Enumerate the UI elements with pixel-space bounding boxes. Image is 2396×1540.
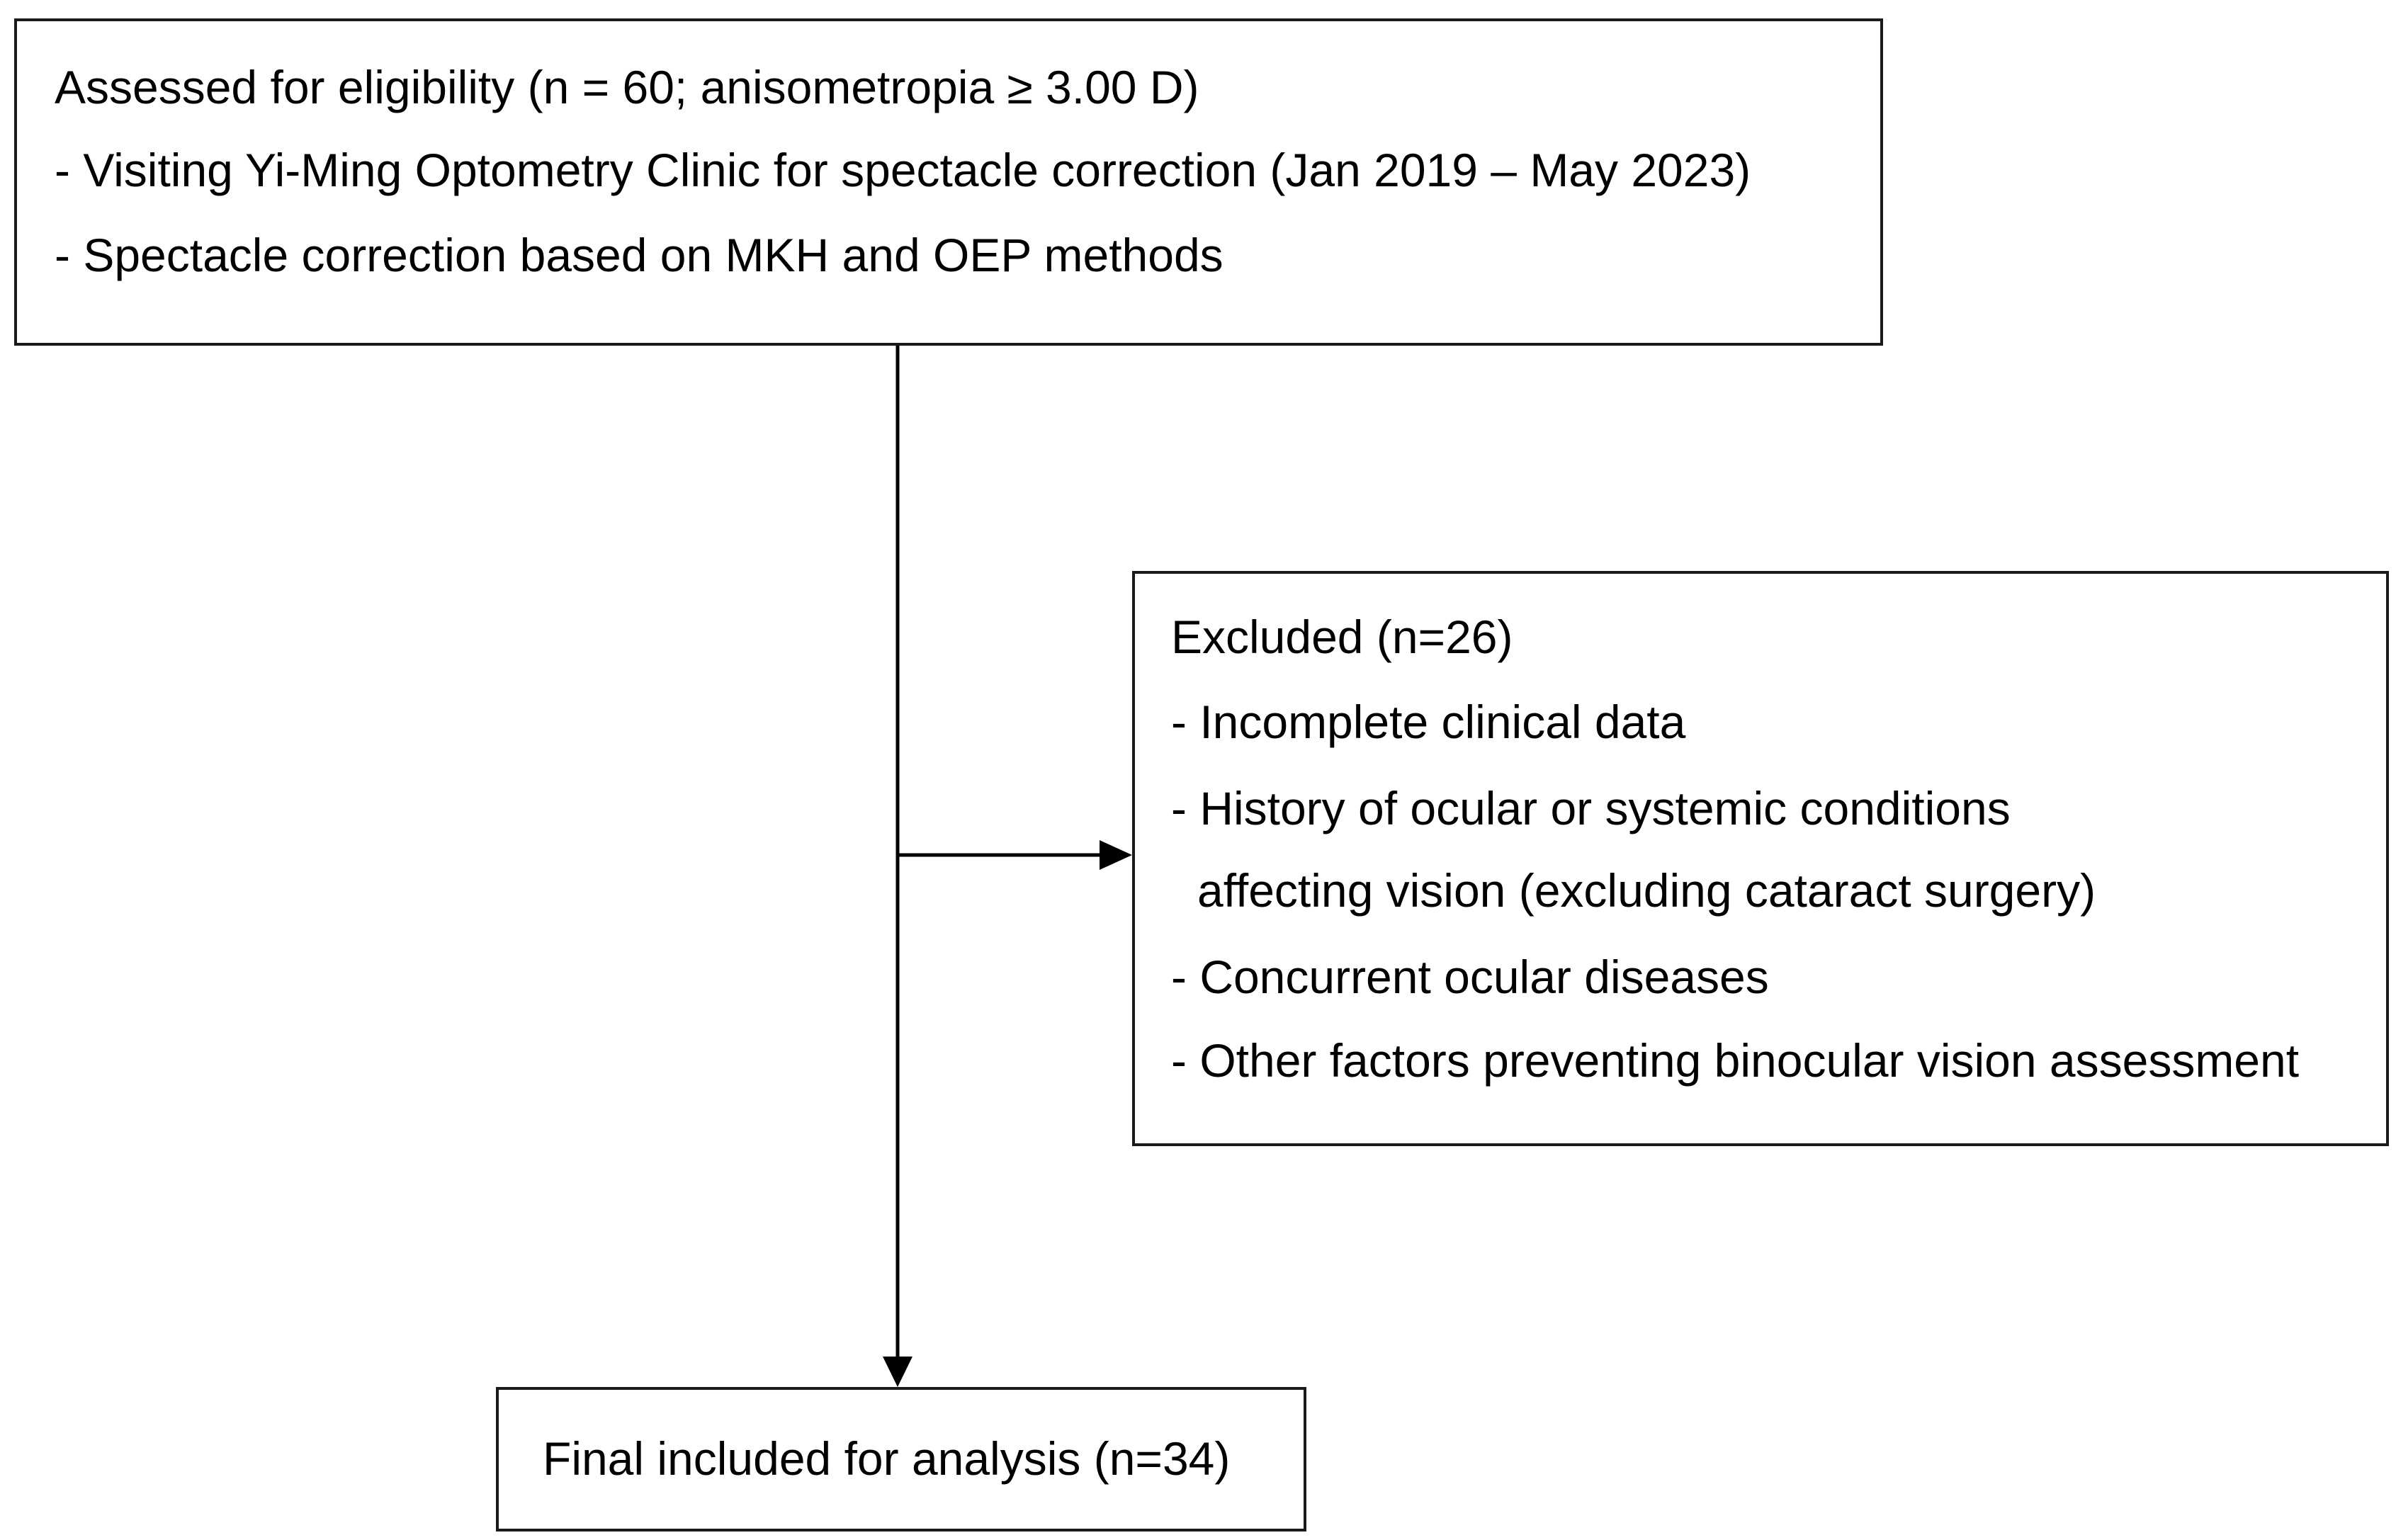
excluded-reason-history-line2: affecting vision (excluding cataract surgery) xyxy=(1197,864,2096,917)
eligibility-box xyxy=(14,18,1883,346)
down-arrowhead xyxy=(883,1357,912,1387)
eligibility-title: Assessed for eligibility (n = 60; anisometropia ≥ 3.00 D) xyxy=(55,61,1199,113)
eligibility-criterion-clinic: - Visiting Yi-Ming Optometry Clinic for spectacle correction (Jan 2019 – May 2023) xyxy=(55,144,1751,196)
excluded-box xyxy=(1132,571,2389,1146)
final-included-box xyxy=(496,1387,1306,1531)
excluded-reason-concurrent-diseases: - Concurrent ocular diseases xyxy=(1171,951,1769,1003)
excluded-reason-incomplete-data: - Incomplete clinical data xyxy=(1171,696,1686,748)
final-included-label: Final included for analysis (n=34) xyxy=(543,1432,1231,1485)
excluded-reason-other-factors: - Other factors preventing binocular vision assessment xyxy=(1171,1034,2300,1087)
eligibility-criterion-methods: - Spectacle correction based on MKH and OEP methods xyxy=(55,229,1224,281)
excluded-reason-history-line1: - History of ocular or systemic conditions xyxy=(1171,782,2011,834)
right-arrowhead xyxy=(1100,840,1132,870)
excluded-title: Excluded (n=26) xyxy=(1171,611,1513,663)
